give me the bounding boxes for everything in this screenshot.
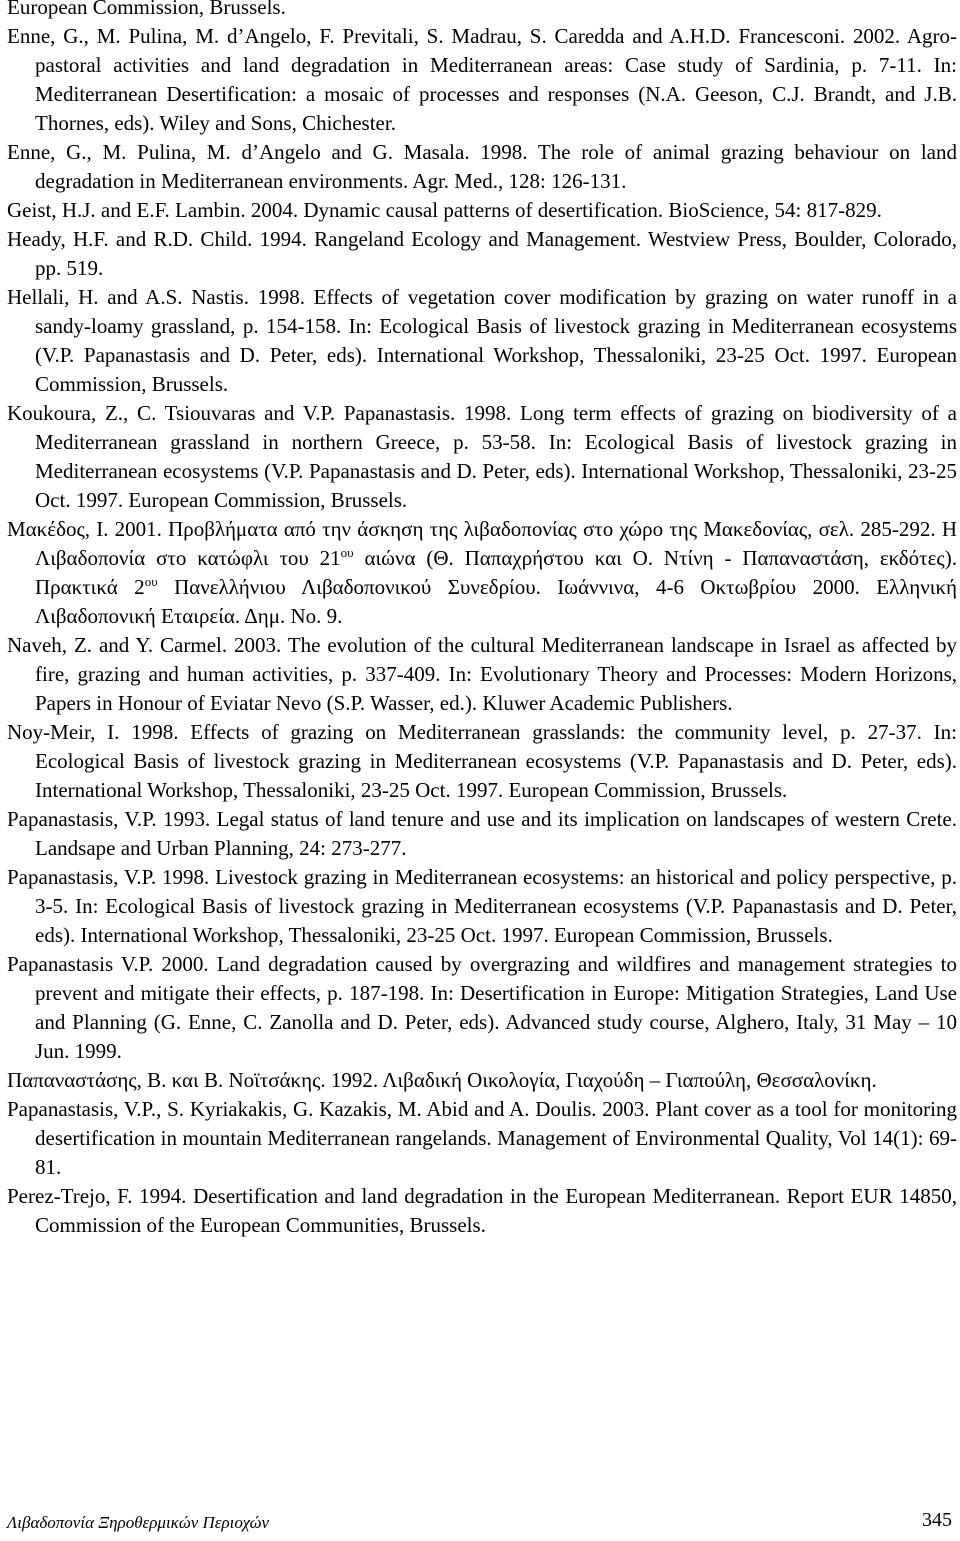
- reference-makedos-part-c: Πανελλήνιου Λιβαδοπονικού Συνεδρίου. Ιωάννινα, 4-6 Οκτωβρίου 2000. Ελληνική Λιβαδοπονική Εταιρεία. Δημ. No. 9.: [35, 575, 958, 628]
- reference-papanastasis-2003: Papanastasis, V.P., S. Kyriakakis, G. Kazakis, M. Abid and A. Doulis. 2003. Plant cover as a tool for monitoring desertification in mountain Mediterranean rangelands. Management of Environmental Quality, Vol 14(1): 69-81.: [7, 1097, 957, 1179]
- reference-list: [7, 0, 957, 1240]
- reference-makedos-part-a: Μακέδος, Ι. 2001. Προβλήματα από την άσκηση της λιβαδοπονίας στο χώρο της Μακεδονίας, σελ. 285-292. Η Λιβαδοπονία στο κατώφλι του 21: [7, 517, 957, 570]
- reference-noy-meir-1998: Noy-Meir, I. 1998. Effects of grazing on Mediterranean grasslands: the community level, p. 27-37. In: Ecological Basis of livestock grazing in Mediterranean ecosystems (V.P. Papanastasis and D. Peter, eds). International Workshop, Thessaloniki, 23-25 Oct. 1997. European Commission, Brussels.: [7, 720, 957, 802]
- reference-naveh-2003: Naveh, Z. and Y. Carmel. 2003. The evolution of the cultural Mediterranean landscape in Israel as affected by fire, grazing and human activities, p. 337-409. In: Evolutionary Theory and Processes: Modern Horizons, Papers in Honour of Eviatar Nevo (S.P. Wasser, ed.). Kluwer Academic Publishers.: [7, 633, 957, 715]
- reference-enne-2002: Enne, G., M. Pulina, M. d’Angelo, F. Previtali, S. Madrau, S. Caredda and A.H.D. Francesconi. 2002. Agro-pastoral activities and land degradation in Mediterranean areas: Case study of Sardinia, p. 7-11. In: Mediterranean Desertification: a mosaic of processes and responses (N.A. Geeson, C.J. Brandt, and J.B. Thornes, eds). Wiley and Sons, Chichester.: [7, 24, 957, 135]
- page-number: 345: [922, 1509, 952, 1531]
- reference-hellali-1998: Hellali, H. and A.S. Nastis. 1998. Effects of vegetation cover modification by grazing on water runoff in a sandy-loamy grassland, p. 154-158. In: Ecological Basis of livestock grazing in Mediterranean ecosystems (V.P. Papanastasis and D. Peter, eds). International Workshop, Thessaloniki, 23-25 Oct. 1997. European Commission, Brussels.: [7, 285, 957, 396]
- superscript-ou-1: ου: [340, 545, 354, 560]
- superscript-ou-2: ου: [144, 574, 158, 589]
- reference-perez-trejo-1994: Perez-Trejo, F. 1994. Desertification and land degradation in the European Mediterranean. Report EUR 14850, Commission of the European Communities, Brussels.: [7, 1184, 957, 1237]
- reference-makedos-2001: [7, 515, 957, 631]
- reference-papanastasis-noitsakis-1992: Παπαναστάσης, Β. και Β. Νοϊτσάκης. 1992. Λιβαδική Οικολογία, Γιαχούδη – Γιαπούλη, Θεσσαλονίκη.: [7, 1068, 877, 1092]
- reference-papanastasis-1998: Papanastasis, V.P. 1998. Livestock grazing in Mediterranean ecosystems: an historical and policy perspective, p. 3-5. In: Ecological Basis of livestock grazing in Mediterranean ecosystems (V.P. Papanastasis and D. Peter, eds). International Workshop, Thessaloniki, 23-25 Oct. 1997. European Commission, Brussels.: [7, 865, 957, 947]
- reference-enne-1998: Enne, G., M. Pulina, M. d’Angelo and G. Masala. 1998. The role of animal grazing behaviour on land degradation in Mediterranean environments. Agr. Med., 128: 126-131.: [7, 140, 957, 193]
- reference-papanastasis-2000: Papanastasis V.P. 2000. Land degradation caused by overgrazing and wildfires and management strategies to prevent and mitigate their effects, p. 187-198. In: Desertification in Europe: Mitigation Strategies, Land Use and Planning (G. Enne, C. Zanolla and D. Peter, eds). Advanced study course, Alghero, Italy, 31 May – 10 Jun. 1999.: [7, 952, 957, 1063]
- reference-makedos-part-b: αιώνα (Θ. Παπαχρήστου και Ο. Ντίνη - Παπαναστάση, εκδότες). Πρακτικά 2: [35, 546, 957, 599]
- reference-continuation: European Commission, Brussels.: [7, 0, 286, 19]
- reference-papanastasis-1993: Papanastasis, V.P. 1993. Legal status of land tenure and use and its implication on landscapes of western Crete. Landsape and Urban Planning, 24: 273-277.: [7, 807, 957, 860]
- reference-koukoura-1998: Koukoura, Z., C. Tsiouvaras and V.P. Papanastasis. 1998. Long term effects of grazing on biodiversity of a Mediterranean grassland in northern Greece, p. 53-58. In: Ecological Basis of livestock grazing in Mediterranean ecosystems (V.P. Papanastasis and D. Peter, eds). International Workshop, Thessaloniki, 23-25 Oct. 1997. European Commission, Brussels.: [7, 401, 957, 512]
- footer-title: Λιβαδοπονία Ξηροθερμικών Περιοχών: [7, 1513, 270, 1532]
- reference-heady-1994: Heady, H.F. and R.D. Child. 1994. Rangeland Ecology and Management. Westview Press, Boulder, Colorado, pp. 519.: [7, 227, 957, 280]
- reference-geist-2004: Geist, H.J. and E.F. Lambin. 2004. Dynamic causal patterns of desertification. BioScience, 54: 817-829.: [7, 198, 882, 222]
- page-footer: [0, 1509, 960, 1539]
